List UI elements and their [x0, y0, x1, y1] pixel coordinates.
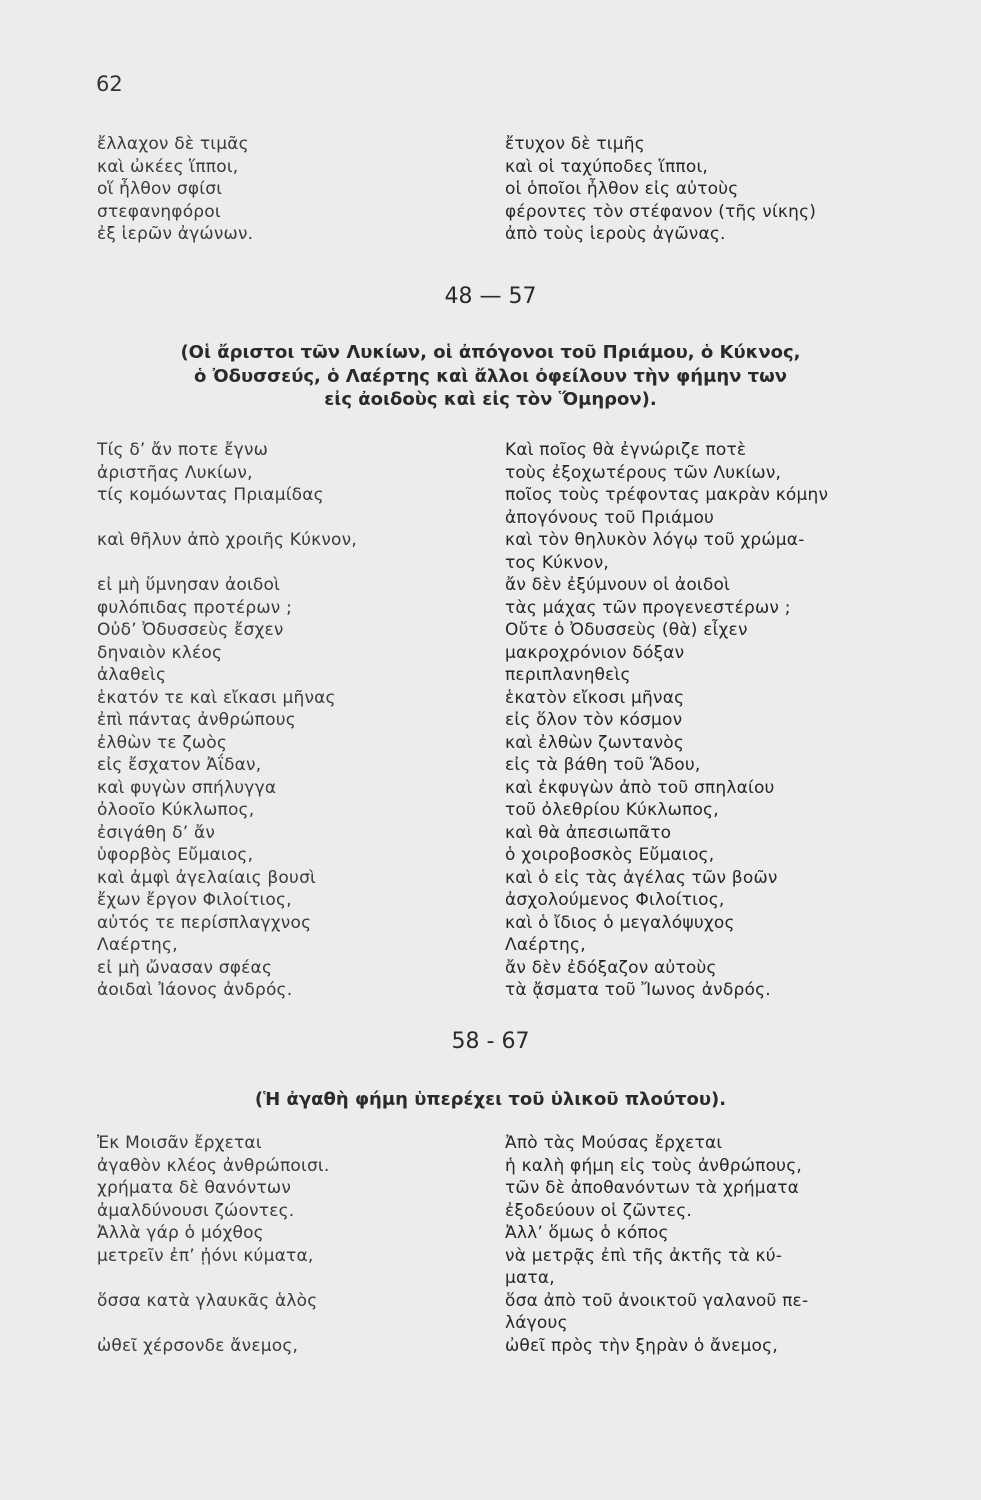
- verse-row: [0, 664, 981, 687]
- verse-row: [0, 574, 981, 597]
- modern-greek-line: λάγους: [505, 1313, 568, 1333]
- verse-row: [0, 619, 981, 642]
- verse-row: [0, 934, 981, 957]
- heading-line: ὁ Ὀδυσσεύς, ὁ Λαέρτης καὶ ἄλλοι ὀφείλουν τὴν φήμην των: [193, 365, 788, 387]
- ancient-greek-line: ἐπὶ πάντας ἀνθρώπους: [97, 710, 296, 730]
- verse-row: [0, 799, 981, 822]
- verse-row: [0, 507, 981, 530]
- heading-line: (Οἱ ἄριστοι τῶν Λυκίων, οἱ ἀπόγονοι τοῦ Πριάμου, ὁ Κύκνος,: [180, 342, 801, 363]
- ancient-greek-line: ἀγαθὸν κλέος ἀνθρώποισι.: [97, 1155, 330, 1176]
- modern-greek-line: τος Κύκνον,: [505, 552, 610, 573]
- verse-row: [0, 1132, 981, 1155]
- ancient-greek-line: Τίς δ’ ἄν ποτε ἔγνω: [97, 440, 269, 460]
- verse-row: [0, 156, 981, 179]
- verse-row: [0, 687, 981, 710]
- modern-greek-line: καὶ ἐλθὼν ζωντανὸς: [505, 732, 685, 753]
- modern-greek-line: ἄν δὲν ἐδόξαζον αὐτοὺς: [505, 957, 717, 978]
- modern-greek-line: καὶ τὸν θηλυκὸν λόγῳ τοῦ χρώμα-: [505, 530, 805, 550]
- verse-row: [0, 552, 981, 575]
- verse-row: [0, 844, 981, 867]
- modern-greek-line: ἀπὸ τοὺς ἱεροὺς ἀγῶνας.: [505, 224, 726, 244]
- modern-greek-line: περιπλανηθεὶς: [505, 665, 631, 685]
- verse-row: [0, 1222, 981, 1245]
- section-number-48-57: 48 — 57: [444, 284, 537, 309]
- ancient-greek-line: ὠθεῖ χέρσονδε ἄνεμος,: [97, 1335, 299, 1356]
- modern-greek-line: καὶ ὁ ἴδιος ὁ μεγαλόψυχος: [505, 912, 735, 933]
- verse-row: [0, 754, 981, 777]
- verse-row: [0, 867, 981, 890]
- verse-row: [0, 439, 981, 462]
- ancient-greek-line: ἑκατόν τε καὶ εἴκασι μῆνας: [97, 687, 336, 708]
- heading-line: εἰς ἀοιδοὺς καὶ εἰς τὸν Ὅμηρον).: [324, 389, 657, 410]
- verse-row: [0, 642, 981, 665]
- verse-row: [0, 889, 981, 912]
- ancient-greek-line: εἰ μὴ ὕμνησαν ἀοιδοὶ: [97, 575, 281, 595]
- modern-greek-line: ματα,: [505, 1268, 555, 1288]
- modern-greek-line: ἀσχολούμενος Φιλοίτιος,: [505, 890, 725, 910]
- modern-greek-line: ὅσα ἀπὸ τοῦ ἀνοικτοῦ γαλανοῦ πε-: [505, 1290, 809, 1311]
- modern-greek-line: τὰς μάχας τῶν προγενεστέρων ;: [505, 597, 791, 618]
- ancient-greek-line: Οὐδ’ Ὀδυσσεὺς ἔσχεν: [97, 620, 284, 640]
- modern-greek-line: ἄν δὲν ἐξύμνουν οἱ ἀοιδοὶ: [505, 575, 731, 595]
- verse-row: [0, 1245, 981, 1268]
- modern-greek-line: εἰς ὅλον τὸν κόσμον: [505, 710, 683, 730]
- ancient-greek-line: ἀλαθεὶς: [97, 665, 167, 685]
- ancient-greek-line: ἔχων ἔργον Φιλοίτιος,: [97, 890, 292, 910]
- ancient-greek-line: ὀλοοῖο Κύκλωπος,: [97, 800, 255, 820]
- modern-greek-line: καὶ θὰ ἀπεσιωπᾶτο: [505, 822, 672, 843]
- verse-row: [0, 178, 981, 201]
- ancient-greek-line: Ἀλλὰ γάρ ὁ μόχθος: [97, 1223, 264, 1243]
- verse-row: [0, 777, 981, 800]
- verse-row: [0, 1177, 981, 1200]
- ancient-greek-line: φυλόπιδας προτέρων ;: [97, 597, 292, 618]
- ancient-greek-line: Λαέρτης,: [97, 935, 178, 955]
- heading-line: (Ἡ ἀγαθὴ φήμη ὑπερέχει τοῦ ὑλικοῦ πλούτου).: [254, 1089, 727, 1110]
- verse-row: [0, 1267, 981, 1290]
- ancient-greek-line: ἀοιδαὶ Ἰάονος ἀνδρός.: [97, 980, 293, 1000]
- verse-row: [0, 223, 981, 246]
- ancient-greek-line: εἰς ἔσχατον Ἀΐδαν,: [97, 755, 262, 775]
- verse-row: [0, 912, 981, 935]
- verse-row: [0, 1155, 981, 1178]
- ancient-greek-line: ἀριστῆας Λυκίων,: [97, 462, 253, 483]
- ancient-greek-line: καὶ θῆλυν ἀπὸ χροιῆς Κύκνον,: [97, 530, 357, 550]
- ancient-greek-line: τίς κομόωντας Πριαμίδας: [97, 485, 324, 505]
- section-number-58-67: 58 - 67: [451, 1029, 530, 1054]
- modern-greek-line: νὰ μετρᾷς ἐπὶ τῆς ἀκτῆς τὰ κύ-: [505, 1245, 783, 1266]
- verse-row: [0, 957, 981, 980]
- modern-greek-line: οἱ ὁποῖοι ἦλθον εἰς αὐτοὺς: [505, 179, 739, 199]
- modern-greek-line: φέροντες τὸν στέφανον (τῆς νίκης): [505, 201, 817, 222]
- ancient-greek-line: ἐλθὼν τε ζωὸς: [97, 732, 228, 753]
- verse-row: [0, 133, 981, 156]
- modern-greek-line: ὠθεῖ πρὸς τὴν ξηρὰν ὁ ἄνεμος,: [505, 1335, 778, 1356]
- ancient-greek-line: ἔλλαχον δὲ τιμᾶς: [97, 134, 249, 154]
- ancient-greek-line: καὶ ὠκέες ἵπποι,: [97, 156, 239, 177]
- verse-row: [0, 529, 981, 552]
- verse-row: [0, 597, 981, 620]
- verse-row: [0, 979, 981, 1002]
- section-heading-48-57: [0, 341, 981, 412]
- modern-greek-line: τοὺς ἐξοχωτέρους τῶν Λυκίων,: [505, 462, 782, 483]
- verse-row: [0, 1290, 981, 1313]
- ancient-greek-line: οἵ ἦλθον σφίσι: [97, 179, 223, 199]
- modern-greek-line: τῶν δὲ ἀποθανόντων τὰ χρήματα: [505, 1178, 800, 1198]
- modern-greek-line: Ἀπὸ τὰς Μούσας ἔρχεται: [505, 1133, 723, 1153]
- modern-greek-line: εἰς τὰ βάθη τοῦ Ἅδου,: [505, 755, 701, 775]
- verse-row: [0, 1335, 981, 1358]
- modern-greek-line: ὁ χοιροβοσκὸς Εὔμαιος,: [505, 845, 715, 865]
- modern-greek-line: ἔτυχον δὲ τιμῆς: [505, 134, 645, 154]
- page-number: 62: [96, 72, 123, 96]
- ancient-greek-line: αὐτός τε περίσπλαγχνος: [97, 912, 312, 933]
- section-58-67-text: [0, 1132, 981, 1357]
- modern-greek-line: ἑκατὸν εἴκοσι μῆνας: [505, 687, 685, 708]
- ancient-greek-line: καὶ φυγὼν σπήλυγγα: [97, 777, 277, 798]
- verse-row: [0, 709, 981, 732]
- ancient-greek-line: εἰ μὴ ὤνασαν σφέας: [97, 957, 273, 978]
- modern-greek-line: Οὔτε ὁ Ὀδυσσεὺς (θὰ) εἶχεν: [505, 620, 748, 640]
- verse-row: [0, 1312, 981, 1335]
- ancient-greek-line: ἀμαλδύνουσι ζώοντες.: [97, 1200, 295, 1221]
- top-passage: [0, 133, 981, 246]
- verse-row: [0, 462, 981, 485]
- verse-row: [0, 822, 981, 845]
- verse-row: [0, 484, 981, 507]
- ancient-greek-line: ἐξ ἱερῶν ἀγώνων.: [97, 224, 254, 244]
- verse-row: [0, 732, 981, 755]
- modern-greek-line: τοῦ ὀλεθρίου Κύκλωπος,: [505, 800, 719, 820]
- ancient-greek-line: χρήματα δὲ θανόντων: [97, 1178, 292, 1198]
- modern-greek-line: τὰ ᾄσματα τοῦ Ἴωνος ἀνδρός.: [505, 980, 771, 1000]
- ancient-greek-line: καὶ ἀμφὶ ἀγελαίαις βουσὶ: [97, 867, 317, 888]
- ancient-greek-line: ὅσσα κατὰ γλαυκᾶς ἁλὸς: [97, 1290, 318, 1311]
- modern-greek-line: μακροχρόνιον δόξαν: [505, 642, 685, 663]
- modern-greek-line: ἀπογόνους τοῦ Πριάμου: [505, 507, 715, 528]
- section-heading-58-67: [0, 1088, 981, 1112]
- ancient-greek-line: Ἐκ Μοισᾶν ἔρχεται: [97, 1133, 262, 1153]
- modern-greek-line: ποῖος τοὺς τρέφοντας μακρὰν κόμην: [505, 485, 829, 505]
- ancient-greek-line: ἐσιγάθη δ’ ἄν: [97, 822, 216, 843]
- ancient-greek-line: ὑφορβὸς Εὔμαιος,: [97, 845, 254, 865]
- modern-greek-line: Καὶ ποῖος θὰ ἐγνώριζε ποτὲ: [505, 440, 747, 460]
- verse-row: [0, 201, 981, 224]
- ancient-greek-line: μετρεῖν ἐπ’ ᾐόνι κύματα,: [97, 1245, 314, 1266]
- modern-greek-line: ἐξοδεύουν οἱ ζῶντες.: [505, 1200, 692, 1221]
- modern-greek-line: ἡ καλὴ φήμη εἰς τοὺς ἀνθρώπους,: [505, 1155, 802, 1176]
- verse-row: [0, 1200, 981, 1223]
- ancient-greek-line: δηναιὸν κλέος: [97, 642, 223, 663]
- modern-greek-line: καὶ οἱ ταχύποδες ἵπποι,: [505, 156, 709, 177]
- modern-greek-line: Λαέρτης,: [505, 935, 586, 955]
- modern-greek-line: Ἀλλ’ ὅμως ὁ κόπος: [505, 1223, 669, 1243]
- modern-greek-line: καὶ ἐκφυγὼν ἀπὸ τοῦ σπηλαίου: [505, 777, 775, 798]
- ancient-greek-line: στεφανηφόροι: [97, 201, 221, 222]
- section-48-57-text: [0, 439, 981, 1002]
- modern-greek-line: καὶ ὁ εἰς τὰς ἀγέλας τῶν βοῶν: [505, 867, 778, 888]
